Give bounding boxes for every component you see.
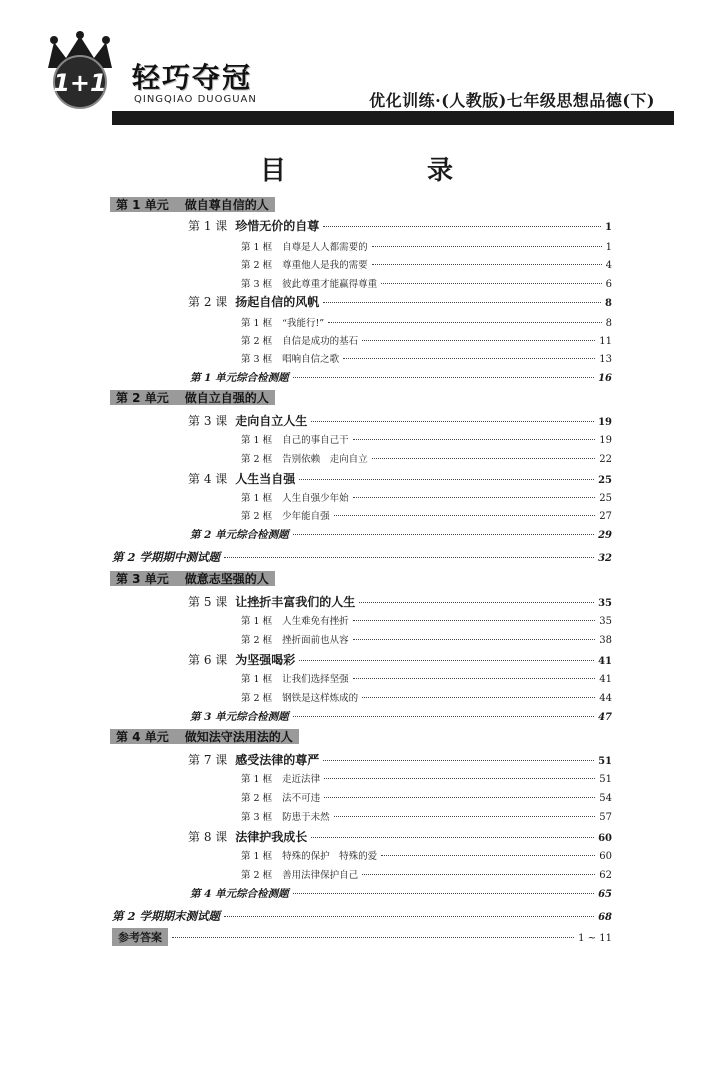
frame-title: 善用法律保护自己 — [282, 870, 359, 881]
frame-title: 特殊的保护 特殊的爱 — [282, 851, 378, 862]
frame-title: 走近法律 — [282, 774, 321, 785]
leader-dots — [381, 283, 602, 284]
frame-title: 唱响自信之歌 — [282, 354, 340, 365]
review-title: 第 1 单元综合检测题 — [190, 372, 289, 384]
leader-dots — [359, 602, 594, 603]
page-number: 1 ~ 11 — [578, 933, 612, 944]
lesson-title: 走向自立人生 — [235, 414, 308, 428]
page-number: 68 — [598, 912, 612, 923]
unit-number: 第 2 单元 — [116, 391, 169, 405]
unit-name: 做意志坚强的人 — [184, 572, 269, 586]
lesson-title: 让挫折丰富我们的人生 — [235, 595, 356, 609]
toc-frame-entry[interactable] — [241, 315, 612, 329]
page-number: 35 — [599, 616, 612, 627]
answers-title: 参考答案 — [112, 928, 168, 946]
toc-frame-entry[interactable] — [241, 771, 612, 785]
page-number: 60 — [599, 851, 612, 862]
toc-exam-entry[interactable] — [112, 908, 612, 924]
lesson-title: 扬起自信的风帆 — [235, 295, 320, 309]
frame-number: 第 3 框 — [241, 812, 273, 823]
page-title: 目 录 — [259, 156, 500, 186]
frame-number: 第 2 框 — [241, 260, 273, 271]
toc-frame-entry[interactable] — [241, 790, 612, 804]
leader-dots — [353, 620, 596, 621]
toc-frame-entry[interactable] — [241, 239, 612, 253]
toc-review-entry[interactable] — [190, 370, 612, 385]
frame-title: 自己的事自己干 — [282, 435, 349, 446]
page-number: 8 — [605, 298, 612, 309]
page-number: 25 — [599, 493, 612, 504]
toc-lesson-entry[interactable] — [188, 593, 612, 610]
unit-heading — [110, 390, 275, 405]
leader-dots — [172, 937, 574, 938]
leader-dots — [323, 760, 594, 761]
frame-title: 彼此尊重才能赢得尊重 — [282, 279, 378, 290]
review-title: 第 4 单元综合检测题 — [190, 888, 289, 900]
toc-frame-entry[interactable] — [241, 508, 612, 522]
unit-name: 做知法守法用法的人 — [184, 730, 293, 744]
frame-number: 第 3 框 — [241, 354, 273, 365]
page-number: 27 — [599, 511, 612, 522]
toc-frame-entry[interactable] — [241, 490, 612, 504]
leader-dots — [328, 322, 602, 323]
crown-logo-icon — [40, 30, 120, 110]
toc-lesson-entry[interactable] — [188, 293, 612, 310]
lesson-number: 第 3 课 — [188, 414, 228, 428]
page-number: 22 — [599, 454, 612, 465]
toc-frame-entry[interactable] — [241, 809, 612, 823]
page-number: 1 — [605, 222, 612, 233]
page-number: 38 — [599, 635, 612, 646]
review-title: 第 3 单元综合检测题 — [190, 711, 289, 723]
toc-review-entry[interactable] — [190, 886, 612, 901]
toc-frame-entry[interactable] — [241, 671, 612, 685]
exam-title: 第 2 学期期中测试题 — [112, 550, 221, 564]
leader-dots — [311, 421, 594, 422]
page-header — [0, 0, 713, 130]
toc-review-entry[interactable] — [190, 527, 612, 542]
page-number: 65 — [598, 889, 612, 900]
frame-number: 第 2 框 — [241, 693, 273, 704]
frame-number: 第 1 框 — [241, 616, 273, 627]
frame-number: 第 2 框 — [241, 511, 273, 522]
page-number: 62 — [599, 870, 612, 881]
leader-dots — [372, 458, 596, 459]
leader-dots — [372, 246, 602, 247]
leader-dots — [353, 439, 596, 440]
page-number: 57 — [599, 812, 612, 823]
toc-frame-entry[interactable] — [241, 690, 612, 704]
frame-title: “我能行!” — [282, 318, 325, 329]
frame-number: 第 1 框 — [241, 674, 273, 685]
frame-number: 第 1 框 — [241, 493, 273, 504]
brand-name: 轻巧夺冠 — [132, 61, 253, 94]
page-number: 41 — [599, 674, 612, 685]
lesson-number: 第 1 课 — [188, 219, 228, 233]
frame-title: 防患于未然 — [282, 812, 330, 823]
lesson-number: 第 2 课 — [188, 295, 228, 309]
brand-pinyin: QINGQIAO DUOGUAN — [134, 94, 257, 105]
unit-number: 第 4 单元 — [116, 730, 169, 744]
unit-heading — [110, 571, 275, 586]
frame-title: 告别依赖 走向自立 — [282, 454, 368, 465]
toc-frame-entry[interactable] — [241, 848, 612, 862]
frame-title: 尊重他人是我的需要 — [282, 260, 368, 271]
frame-title: 人生难免有挫折 — [282, 616, 349, 627]
page-number: 25 — [598, 475, 612, 486]
leader-dots — [353, 639, 596, 640]
leader-dots — [224, 557, 594, 558]
leader-dots — [293, 534, 594, 535]
toc-exam-entry[interactable] — [112, 549, 612, 565]
lesson-number: 第 6 课 — [188, 653, 228, 667]
frame-title: 挫折面前也从容 — [282, 635, 349, 646]
leader-dots — [299, 660, 594, 661]
toc-lesson-entry[interactable] — [188, 412, 612, 429]
leader-dots — [353, 678, 596, 679]
page-number: 19 — [599, 435, 612, 446]
leader-dots — [324, 797, 595, 798]
leader-dots — [299, 479, 594, 480]
page-number: 11 — [599, 336, 612, 347]
page-number: 60 — [598, 833, 612, 844]
leader-dots — [323, 302, 601, 303]
page-number: 51 — [598, 756, 612, 767]
page-number: 6 — [605, 279, 612, 290]
frame-number: 第 2 框 — [241, 454, 273, 465]
leader-dots — [343, 358, 595, 359]
frame-number: 第 3 框 — [241, 279, 273, 290]
lesson-number: 第 4 课 — [188, 472, 228, 486]
toc-frame-entry[interactable] — [241, 613, 612, 627]
unit-number: 第 3 单元 — [116, 572, 169, 586]
toc-frame-entry[interactable] — [241, 257, 612, 271]
toc-lesson-entry[interactable] — [188, 217, 612, 234]
leader-dots — [381, 855, 595, 856]
leader-dots — [224, 916, 594, 917]
lesson-number: 第 7 课 — [188, 753, 228, 767]
toc-frame-entry[interactable] — [241, 451, 612, 465]
page-number: 29 — [598, 530, 612, 541]
page-number: 41 — [598, 656, 612, 667]
page-number: 13 — [599, 354, 612, 365]
lesson-title: 为坚强喝彩 — [235, 653, 296, 667]
frame-number: 第 1 框 — [241, 242, 273, 253]
frame-number: 第 1 框 — [241, 774, 273, 785]
toc-frame-entry[interactable] — [241, 333, 612, 347]
toc-review-entry[interactable] — [190, 709, 612, 724]
frame-number: 第 2 框 — [241, 635, 273, 646]
leader-dots — [372, 264, 602, 265]
toc-lesson-entry[interactable] — [188, 828, 612, 845]
page-number: 1 — [605, 242, 612, 253]
leader-dots — [362, 340, 595, 341]
toc-lesson-entry[interactable] — [188, 651, 612, 668]
frame-number: 第 1 框 — [241, 851, 273, 862]
page-number: 19 — [598, 417, 612, 428]
page-number: 44 — [599, 693, 612, 704]
leader-dots — [293, 716, 594, 717]
frame-title: 钢铁是这样炼成的 — [282, 693, 359, 704]
page-number: 51 — [599, 774, 612, 785]
frame-number: 第 2 框 — [241, 793, 273, 804]
frame-number: 第 1 框 — [241, 435, 273, 446]
lesson-title: 法律护我成长 — [235, 830, 308, 844]
page-number: 35 — [598, 598, 612, 609]
toc-answers-entry[interactable] — [112, 928, 612, 946]
unit-heading — [110, 729, 299, 744]
frame-title: 少年能自强 — [282, 511, 330, 522]
frame-title: 让我们选择坚强 — [282, 674, 349, 685]
toc-frame-entry[interactable] — [241, 632, 612, 646]
leader-dots — [334, 816, 596, 817]
leader-dots — [362, 697, 595, 698]
frame-number: 第 2 框 — [241, 336, 273, 347]
page-number: 47 — [598, 712, 612, 723]
toc-frame-entry[interactable] — [241, 867, 612, 881]
leader-dots — [323, 226, 601, 227]
page-number: 8 — [605, 318, 612, 329]
lesson-title: 人生当自强 — [235, 472, 296, 486]
lesson-number: 第 8 课 — [188, 830, 228, 844]
review-title: 第 2 单元综合检测题 — [190, 529, 289, 541]
leader-dots — [353, 497, 596, 498]
exam-title: 第 2 学期期末测试题 — [112, 909, 221, 923]
toc-lesson-entry[interactable] — [188, 751, 612, 768]
lesson-number: 第 5 课 — [188, 595, 228, 609]
toc-frame-entry[interactable] — [241, 276, 612, 290]
page-number: 32 — [598, 553, 612, 564]
page-number: 4 — [605, 260, 612, 271]
unit-name: 做自立自强的人 — [184, 391, 269, 405]
page-number: 16 — [598, 373, 612, 384]
leader-dots — [324, 778, 595, 779]
book-title: 优化训练·(人教版)七年级思想品德(下) — [369, 91, 655, 110]
toc-lesson-entry[interactable] — [188, 470, 612, 487]
leader-dots — [362, 874, 595, 875]
leader-dots — [311, 837, 594, 838]
toc-frame-entry[interactable] — [241, 351, 612, 365]
frame-title: 自信是成功的基石 — [282, 336, 359, 347]
leader-dots — [334, 515, 596, 516]
frame-number: 第 2 框 — [241, 870, 273, 881]
unit-number: 第 1 单元 — [116, 198, 169, 212]
frame-number: 第 1 框 — [241, 318, 273, 329]
frame-title: 自尊是人人都需要的 — [282, 242, 368, 253]
unit-name: 做自尊自信的人 — [184, 198, 269, 212]
header-rule — [112, 111, 674, 125]
unit-heading — [110, 197, 275, 212]
frame-title: 人生自强少年始 — [282, 493, 349, 504]
lesson-title: 珍惜无价的自尊 — [235, 219, 320, 233]
toc-frame-entry[interactable] — [241, 432, 612, 446]
page-number: 54 — [599, 793, 612, 804]
frame-title: 法不可违 — [282, 793, 321, 804]
leader-dots — [293, 893, 594, 894]
lesson-title: 感受法律的尊严 — [235, 753, 320, 767]
leader-dots — [293, 377, 594, 378]
brand-badge-text: 1+1 — [53, 69, 107, 97]
